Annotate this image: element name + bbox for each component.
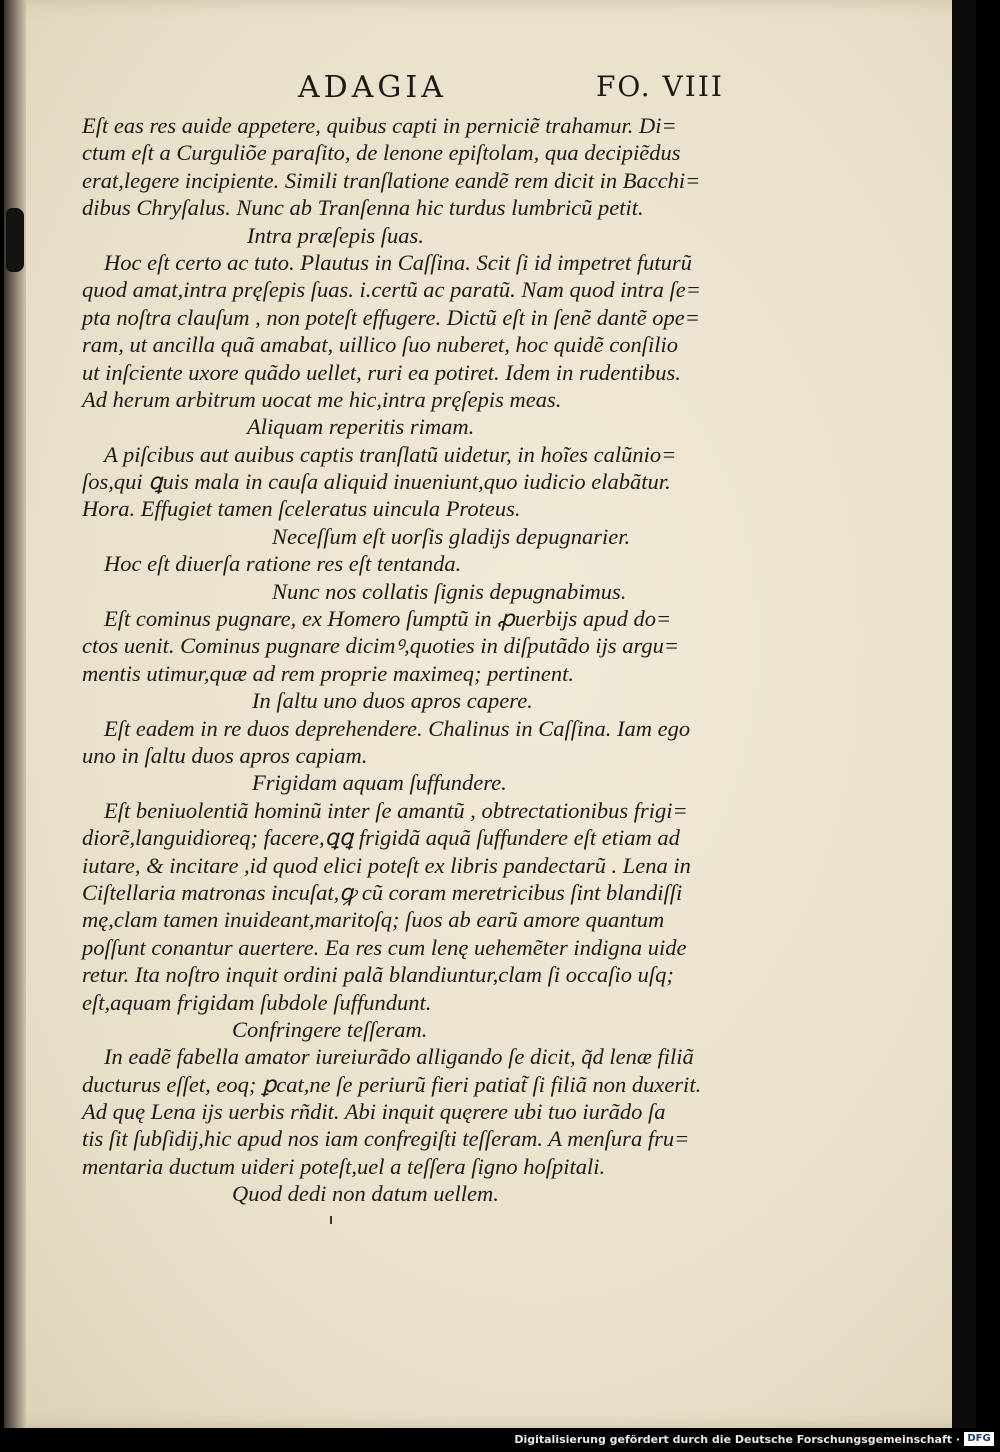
text-line: erat,legere incipiente. Simili tranſlatione eandẽ rem dicit in Bacchi= [82, 167, 701, 193]
adage-heading: Aliquam reperitis rimam. [247, 414, 475, 440]
text-line: uno in ſaltu duos apros capiam. [82, 742, 368, 768]
text-line: ſos,qui ꝗuis mala in cauſa aliquid inueniunt,quo iudicio elabãtur. [82, 469, 671, 495]
text-line: mentis utimur,quæ ad rem proprie maximeq; pertinent. [82, 660, 575, 686]
page-gutter-edge [4, 0, 26, 1428]
book-page [4, 0, 976, 1428]
text-block [82, 112, 782, 1208]
text-line: Hora. Effugiet tamen ſceleratus uincula Proteus. [82, 496, 521, 522]
text-line: tis ſit ſubſidij,hic apud nos iam confregiſti teſſeram. A menſura fru= [82, 1126, 690, 1152]
page-right-margin-shadow [952, 0, 976, 1428]
adage-heading: Neceſſum eſt uorſis gladijs depugnarier. [272, 523, 631, 549]
text-line: dibus Chryſalus. Nunc ab Tranſenna hic turdus lumbricũ petit. [82, 195, 644, 221]
text-line: ctum eſt a Curguliõe paraſito, de lenone epiſtolam, qua decipiẽdus [82, 140, 681, 166]
text-line: ducturus eſſet, eoq; ꝑcat,ne ſe periurũ fieri patiat̃ ſi filiã non duxerit. [82, 1071, 702, 1097]
adage-heading: Intra præſepis ſuas. [247, 222, 424, 248]
ink-speck [330, 1216, 332, 1224]
text-line: eſt,aquam frigidam ſubdole ſuffundunt. [82, 989, 432, 1015]
text-line: Ad quę Lena ijs uerbis rñdit. Abi inquit quęrere ubi tuo iurãdo ſa [82, 1099, 666, 1125]
dfg-logo-icon[interactable]: DFG [964, 1432, 994, 1446]
text-line: quod amat,intra pręſepis ſuas. i.certũ ac paratũ. Nam quod intra ſe= [82, 277, 701, 303]
text-line: In eadẽ fabella amator iureiurãdo alligando ſe dicit, q̃d lenæ filiã [104, 1044, 694, 1070]
text-line: Eſt eadem in re duos deprehendere. Chalinus in Caſſina. Iam ego [104, 715, 691, 741]
text-line: mentaria ductum uideri poteſt,uel a teſſera ſigno hoſpitali. [82, 1153, 606, 1179]
adage-heading: Frigidam aquam ſuffundere. [252, 770, 507, 796]
running-head [4, 70, 980, 110]
running-head-title: ADAGIA [298, 70, 447, 105]
folio-number: FO. VIII [596, 70, 724, 103]
text-line: Eſt eas res auide appetere, quibus capti in perniciẽ trahamur. Di= [82, 113, 677, 138]
text-line: Hoc eſt certo ac tuto. Plautus in Caſſina. Scit ſi id impetret futurũ [104, 249, 692, 275]
adage-heading: Quod dedi non datum uellem. [232, 1181, 499, 1207]
text-line: Ciſtellaria matronas incuſat,ꝙ cũ coram meretricibus ſint blandiſſi [82, 879, 683, 905]
binding-clasp-mark [6, 208, 24, 272]
adage-heading: Nunc nos collatis ſignis depugnabimus. [272, 578, 627, 604]
text-line: ctos uenit. Cominus pugnare dicimꝰ,quoties in diſputãdo ijs argu= [82, 633, 680, 659]
text-line: A piſcibus aut auibus captis tranſlatũ uidetur, in hoĩes calũnio= [104, 441, 677, 467]
text-line: mę,clam tamen inuideant,maritoſq; ſuos ab earũ amore quantum [82, 907, 665, 933]
text-line: poſſunt conantur auertere. Ea res cum lenę uehemẽter indigna uide [82, 934, 687, 960]
text-line: Eſt beniuolentiã hominũ inter ſe amantũ , obtrectationibus frigi= [104, 797, 688, 823]
adage-heading: In ſaltu uno duos apros capere. [252, 688, 533, 714]
text-line: pta noſtra clauſum , non poteſt effugere. Dictũ eſt in ſenẽ dantẽ ope= [82, 304, 700, 330]
text-line: Hoc eſt diuerſa ratione res eſt tentanda. [104, 551, 462, 577]
text-line: retur. Ita noſtro inquit ordini palã blandiuntur,clam ſi occaſio uſq; [82, 962, 674, 988]
text-line: ram, ut ancilla quã amabat, uillico ſuo nuberet, hoc quidẽ conſilio [82, 332, 678, 358]
text-line: iutare, & incitare ,id quod elici poteſt ex libris pandectarũ . Lena in [82, 852, 691, 878]
text-line: Eſt cominus pugnare, ex Homero ſumptũ in ꝓuerbijs apud do= [104, 606, 672, 632]
text-line: diorẽ,languidioreq; facere,ꝗꝗ frigidã aquã ſuffundere eſt etiam ad [82, 825, 680, 851]
viewer-footer [0, 1428, 1000, 1452]
adage-heading: Confringere teſſeram. [232, 1016, 428, 1042]
text-line: ut inſciente uxore quãdo uellet, ruri ea potiret. Idem in rudentibus. [82, 359, 681, 385]
text-line: Ad herum arbitrum uocat me hic,intra pręſepis meas. [82, 386, 562, 412]
funding-credit: Digitalisierung gefördert durch die Deutsche Forschungsgemeinschaft · [514, 1433, 960, 1446]
